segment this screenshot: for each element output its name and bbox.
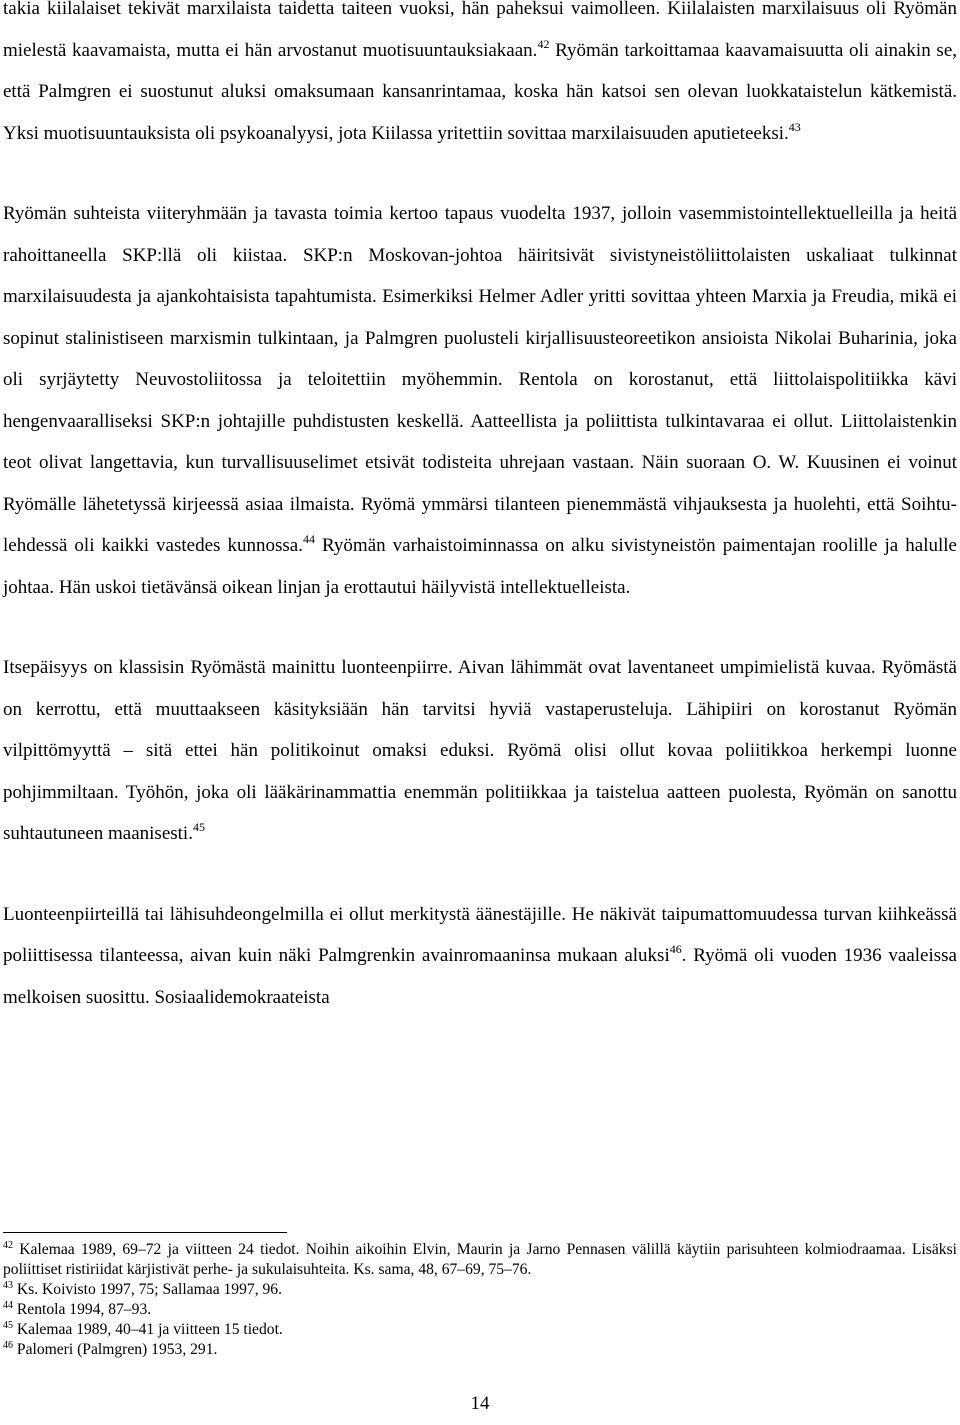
body-paragraph: [0, 894, 960, 1019]
footnote-text: Rentola 1994, 87–93.: [16, 1301, 152, 1318]
footnote: [3, 1240, 957, 1280]
paragraph-text: Itsepäisyys on klassisin Ryömästä mainittu luonteenpiirre. Aivan lähimmät ovat laventaneet umpimielistä kuvaa. Ryömästä on kerrottu, että muuttaakseen käsityksiään hän tarvitsi hyviä vastaperusteluja. Lähipiiri on korostanut Ryömän vilpittömyyttä – sitä ettei hän politikoinut omaksi eduksi. Ryömä olisi ollut kovaa poliitikkoa herkempi luonne pohjimmiltaan. Työhön, joka oli lääkärinammattia enemmän politiikkaa ja taistelua aatteen puolesta, Ryömän on sanottu suhtautuneen maanisesti.: [3, 657, 957, 844]
footnote-reference[interactable]: 45: [192, 820, 205, 834]
footnote-separator: [3, 1232, 287, 1233]
footnote-text: Kalemaa 1989, 40–41 ja viitteen 15 tiedot.: [16, 1321, 283, 1338]
footnote: [3, 1340, 957, 1360]
paragraph-gap: [0, 154, 960, 193]
page-number: 14: [470, 1393, 490, 1414]
footnote-text: Ks. Koivisto 1997, 75; Sallamaa 1997, 96.: [16, 1281, 282, 1298]
body-paragraph: [0, 647, 960, 855]
footnote-number: 46: [3, 1340, 13, 1351]
paragraph-text: takia kiilalaiset tekivät marxilaista taidetta taiteen vuoksi, hän paheksui vaimolleen. Kiilalaisten marxilaisuus oli Ryömän mielestä kaavamaista, mutta ei hän arvostanut muotisuuntauksiakaan.: [3, 0, 957, 61]
footnote-text: Palomeri (Palmgren) 1953, 291.: [16, 1341, 218, 1358]
footnote-number: 44: [3, 1300, 13, 1311]
footnote: [3, 1280, 957, 1300]
paragraph-text: . Ryömä oli vuoden 1936 vaaleissa melkoisen suosittu. Sosiaalidemokraateista: [3, 945, 957, 1008]
paragraph-text: Ryömän tarkoittamaa kaavamaisuutta oli ainakin se, että Palmgren ei suostunut aluksi omaksumaan kansanrintamaa, koska hän katsoi sen olevan luokkataistelun kätkemistä. Yksi muotisuuntauksista oli psykoanalyysi, jota Kiilassa yritettiin sovittaa marxilaisuuden aputieteeksi.: [3, 39, 957, 144]
footnote-reference[interactable]: 46: [669, 942, 682, 956]
footnote: [3, 1320, 957, 1340]
body-paragraph: [0, 193, 960, 608]
paragraph-text: Ryömän suhteista viiteryhmään ja tavasta toimia kertoo tapaus vuodelta 1937, jolloin vasemmistointellektuelleilla ja heitä rahoittaneella SKP:llä oli kiistaa. SKP:n Moskovan-johtoa häiritsivät sivistyneistöliittolaisten uskaliaat tulkinnat marxilaisuudesta ja ajankohtaisista tapahtumista. Esimerkiksi Helmer Adler yritti sovittaa yhteen Marxia ja Freudia, mikä ei sopinut stalinistiseen marxismin tulkintaan, ja Palmgren puolusteli kirjallisuusteoreetikon ansioista Nikolai Buharinia, joka oli syrjäytetty Neuvostoliitossa ja teloitettiin myöhemmin. Rentola on korostanut, että liittolaispolitiikka kävi hengenvaaralliseksi SKP:n johtajille puhdistusten keskellä. Aatteellista ja poliittista tulkintavaraa ei ollut. Liittolaistenkin teot olivat langettavia, kun turvallisuuselimet etsivät todisteita uhrejaan vastaan. Näin suoraan O. W. Kuusinen ei voinut Ryömälle lähetetyssä kirjeessä asiaa ilmaista. Ryömä ymmärsi tilanteen pienemmästä vihjauksesta ja huolehti, että Soihtu-lehdessä oli kaikki vastedes kunnossa.: [3, 203, 957, 556]
footnote-text: Kalemaa 1989, 69–72 ja viitteen 24 tiedot. Noihin aikoihin Elvin, Maurin ja Jarno Pennasen välillä käytiin parisuhteen kolmiodraamaa. Lisäksi poliittiset ristiriidat kärjistivät perhe- ja sukulaisuhteita. Ks. sama, 48, 67–69, 75–76.: [3, 1241, 957, 1278]
footnotes: [3, 1240, 957, 1360]
paragraph-text: Luonteenpiirteillä tai lähisuhdeongelmilla ei ollut merkitystä äänestäjille. He näkivät taipumattomuudessa turvan kiihkeässä poliittisessa tilanteessa, aivan kuin näki Palmgrenkin avainromaaninsa mukaan aluksi: [3, 903, 957, 966]
body-paragraph: [0, 0, 960, 154]
footnote-reference[interactable]: 44: [302, 532, 315, 546]
footnote-number: 45: [3, 1320, 13, 1331]
paragraph-text: Ryömän varhaistoiminnassa on alku sivistyneistön paimentajan roolille ja halulle johtaa. Hän uskoi tietävänsä oikean linjan ja erottautui häilyvistä intellektuelleista.: [3, 535, 957, 598]
footnote-reference[interactable]: 42: [537, 36, 550, 51]
footnote-number: 42: [3, 1240, 13, 1251]
paragraph-gap: [0, 855, 960, 894]
footnote-number: 43: [3, 1280, 13, 1291]
footnote: [3, 1300, 957, 1320]
footnote-reference[interactable]: 43: [788, 119, 801, 134]
paragraph-gap: [0, 608, 960, 647]
